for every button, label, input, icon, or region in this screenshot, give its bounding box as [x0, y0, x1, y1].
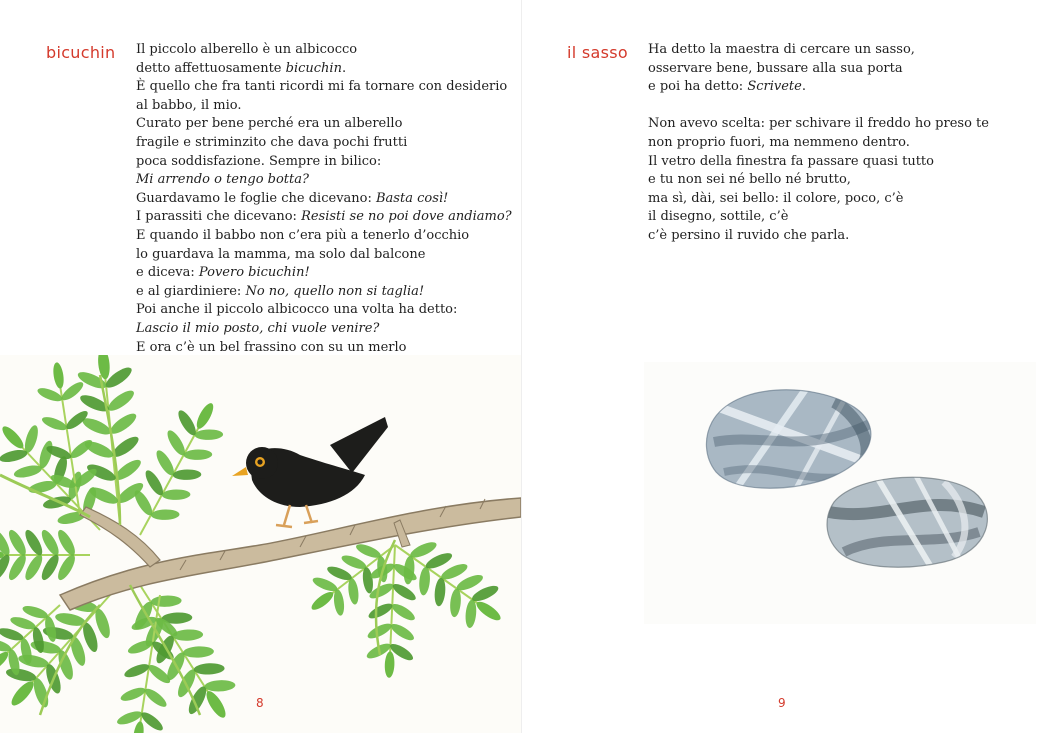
poem-line	[648, 134, 989, 153]
poem-line-text: E ora c’è un bel frassino con su un merlo	[136, 339, 407, 355]
poem-line	[136, 153, 512, 172]
poem-line	[136, 264, 512, 283]
page-number-right: 9	[778, 696, 786, 710]
poem-title-right: il sasso	[567, 43, 628, 62]
poem-line	[648, 153, 989, 172]
poem-line	[136, 134, 512, 153]
poem-line	[136, 227, 512, 246]
poem-line-italic: Povero bicuchin!	[198, 265, 310, 281]
poem-line-text: e diceva:	[136, 265, 199, 281]
poem-line	[648, 208, 989, 227]
poem-line-text: detto affettuosamente	[136, 60, 286, 76]
poem-line-text: E quando il babbo non c’era più a tenerlo d’occhio	[136, 227, 470, 243]
poem-line	[136, 190, 512, 209]
poem-line-text: il disegno, sottile, c’è	[648, 209, 789, 225]
poem-line-text: Non avevo scelta: per schivare il freddo ho preso te	[648, 116, 989, 132]
poem-line-italic: Scrivete	[747, 79, 802, 95]
poem-line	[648, 78, 989, 97]
poem-line-italic: No no, quello non si taglia!	[245, 283, 425, 299]
poem-line-text: e poi ha detto:	[648, 79, 748, 95]
poem-line	[136, 78, 512, 97]
poem-line	[648, 190, 989, 209]
poem-line-text: lo guardava la mamma, ma solo dal balcone	[136, 246, 426, 262]
blackbird-illustration	[0, 355, 521, 733]
poem-line-text: e al giardiniere:	[136, 283, 246, 299]
poem-line-text: Curato per bene perché era un alberello	[136, 116, 403, 132]
poem-line-text: Il vetro della finestra fa passare quasi tutto	[648, 153, 934, 169]
poem-line	[136, 41, 512, 60]
poem-line	[136, 320, 512, 339]
poem-line-text: poca soddisfazione. Sempre in bilico:	[136, 153, 382, 169]
poem-line	[648, 60, 989, 79]
poem-line	[648, 115, 989, 134]
poem-line	[648, 41, 989, 60]
poem-line	[136, 283, 512, 302]
poem-line	[136, 301, 512, 320]
poem-line-text: non proprio fuori, ma nemmeno dentro.	[648, 134, 910, 150]
poem-line	[136, 115, 512, 134]
poem-line-italic: Lascio il mio posto, chi vuole venire?	[136, 320, 380, 336]
poem-line-text: Guardavamo le foglie che dicevano:	[136, 190, 376, 206]
poem-line	[136, 208, 512, 227]
poem-line	[136, 246, 512, 265]
poem-title-left: bicuchin	[46, 43, 116, 62]
poem-line	[136, 97, 512, 116]
poem-line	[136, 60, 512, 79]
poem-line-text: ma sì, dài, sei bello: il colore, poco, c’è	[648, 190, 904, 206]
poem-text-left	[136, 41, 512, 376]
poem-line	[648, 171, 989, 190]
poem-line-text: Il piccolo alberello è un albicocco	[136, 42, 358, 57]
poem-line-text: osservare bene, bussare alla sua porta	[648, 60, 903, 76]
poem-line-italic: Mi arrendo o tengo botta?	[136, 172, 309, 188]
poem-line-italic: Resisti se no poi dove andiamo?	[301, 209, 512, 225]
poem-line-italic: bicuchin	[285, 60, 342, 76]
stones-illustration	[644, 362, 1036, 624]
poem-line	[648, 227, 989, 246]
poem-line	[136, 171, 512, 190]
left-page	[0, 0, 521, 733]
stanza-break	[648, 97, 989, 116]
poem-line-text: e tu non sei né bello né brutto,	[648, 172, 851, 188]
poem-line-text: È quello che fra tanti ricordi mi fa tornare con desiderio	[136, 79, 508, 95]
page-number-left: 8	[256, 696, 264, 710]
poem-line-text: c’è persino il ruvido che parla.	[648, 227, 850, 243]
poem-line-text: al babbo, il mio.	[136, 97, 242, 113]
poem-line-text: I parassiti che dicevano:	[136, 209, 302, 225]
poem-line-text: Poi anche il piccolo albicocco una volta ha detto:	[136, 302, 458, 318]
poem-line-text: .	[801, 79, 806, 95]
poem-line-text: .	[341, 60, 347, 76]
poem-text-right	[648, 41, 989, 246]
poem-line-text: Ha detto la maestra di cercare un sasso,	[648, 42, 915, 57]
right-page	[522, 0, 1043, 733]
poem-line-italic: Basta così!	[376, 190, 449, 206]
poem-line-text: fragile e striminzito che dava pochi frutti	[136, 134, 408, 150]
